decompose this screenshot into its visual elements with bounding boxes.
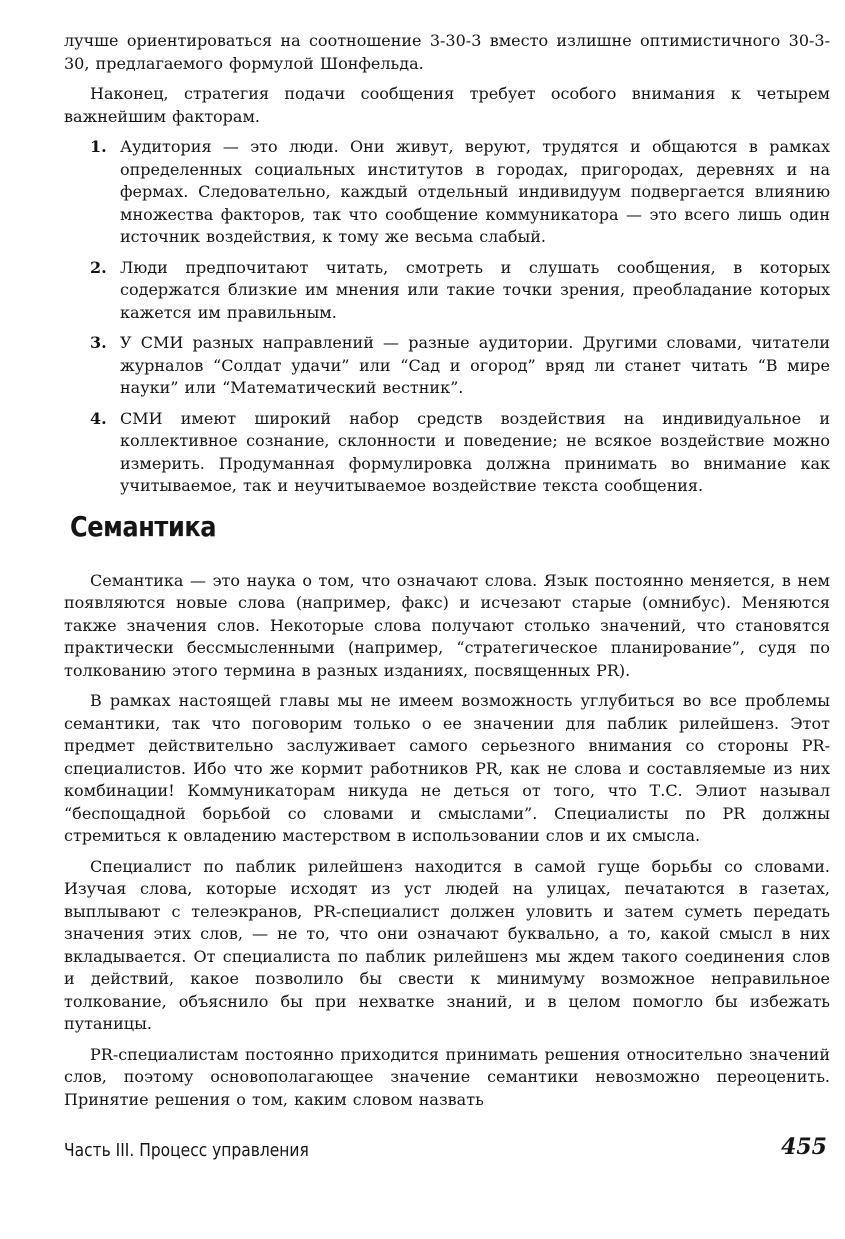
list-item-text: Люди предпочитают читать, смотреть и слушать сообщения, в которых содержатся близкие им мнения или такие точки зрения, преобладание которых кажется им правильным. [120, 257, 830, 322]
list-item [64, 257, 830, 325]
list-item [64, 136, 830, 249]
body-paragraph: В рамках настоящей главы мы не имеем возможность углубиться во все проблемы семантики, так что поговорим только о ее значении для паблик рилейшенз. Этот предмет действительно заслуживает самого серьезного внимания со стороны PR-специалистов. Ибо что же кормит работников PR, как не слова и составляемые из них комбинации! Коммуникаторам никуда не деться от того, что Т.С. Элиот называл “беспощадной борьбой со словами и смыслами”. Специалисты по PR должны стремиться к овладению мастерством в использовании слов и их смысла. [64, 691, 830, 845]
list-item [64, 332, 830, 400]
intro-paragraph-1: лучше ориентироваться на соотношение 3-30-3 вместо излишне оптимистичного 30-3-30, предлагаемого формулой Шонфельда. [64, 31, 830, 73]
intro-paragraph-2: Наконец, стратегия подачи сообщения требует особого внимания к четырем важнейшим факторам. [64, 84, 830, 126]
page-number: 455 [781, 1134, 827, 1160]
list-item-text: У СМИ разных направлений — разные аудитории. Другими словами, читатели журналов “Солдат удачи” или “Сад и огород” вряд ли станет читать “В мире науки” или “Математический вестник”. [120, 333, 830, 397]
list-item-number: 4. [90, 408, 107, 428]
numbered-list [64, 136, 830, 498]
body-paragraph: PR-специалистам постоянно приходится принимать решения относительно значений слов, поэтому основополагающее значение семантики невозможно переоценить. Принятие решения о том, каким словом назвать [64, 1044, 830, 1109]
list-item [64, 408, 830, 498]
list-item-number: 2. [90, 257, 107, 277]
body-paragraph: Семантика — это наука о том, что означают слова. Язык постоянно меняется, в нем появляются новые слова (например, факс) и исчезают старые (омнибус). Меняются также значения слов. Некоторые слова получают столько значений, что становятся практически бессмысленными (например, “стратегическое планирование”, судя по толкованию этого термина в разных изданиях, посвященных PR). [64, 570, 830, 680]
section-heading: Семантика [70, 509, 217, 543]
list-item-text: Аудитория — это люди. Они живут, веруют, трудятся и общаются в рамках определенных социальных институтов в городах, пригородах, деревнях и на фермах. Следовательно, каждый отдельный индивидуум подвергается влиянию множества факторов, так что сообщение коммуникатора — это всего лишь один источник воздействия, к тому же весьма слабый. [120, 137, 830, 246]
running-footer-title: Часть III. Процесс управления [64, 1140, 309, 1161]
list-item-number: 3. [90, 333, 107, 352]
list-item-number: 1. [90, 137, 107, 156]
list-item-text: СМИ имеют широкий набор средств воздействия на индивидуальное и коллективное сознание, склонности и поведение; не всякое воздействие можно измерить. Продуманная формулировка должна принимать во внимание как учитываемое, так и неучитываемое воздействие текста сообщения. [120, 408, 830, 495]
text-column [64, 30, 830, 1119]
body-paragraph: Специалист по паблик рилейшенз находится в самой гуще борьбы со словами. Изучая слова, которые исходят из уст людей на улицах, печатаются в газетах, выплывают с телеэкранов, PR-специалист должен уловить и затем суметь передать значения этих слов, — не то, что они означают буквально, а то, какой смысл в них вкладывается. От специалиста по паблик рилейшенз мы ждем такого соединения слов и действий, какое позволило бы свести к минимуму возможное неправильное толкование, объяснило бы при нехватке знаний, и в целом помогло бы избежать путаницы. [64, 856, 830, 1033]
